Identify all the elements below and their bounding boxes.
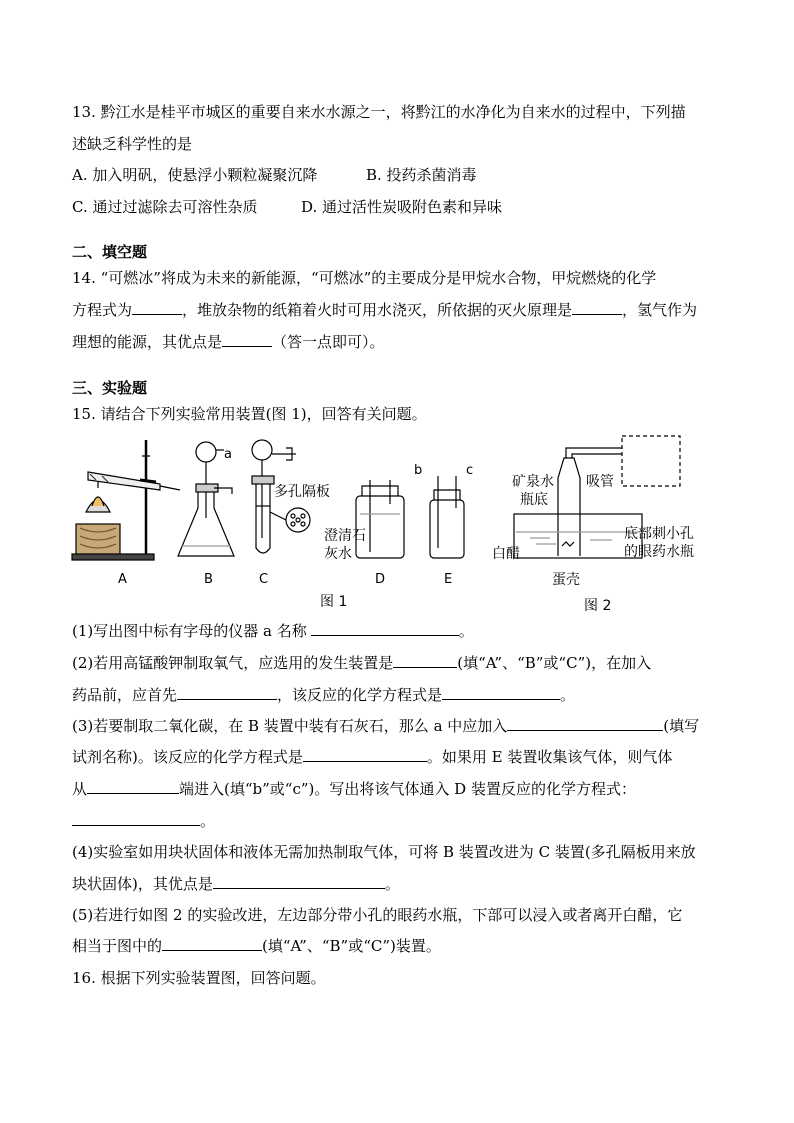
q15-text: (填“A”、“B”或“C”)，在加入 <box>457 654 652 672</box>
q16-stem: 16. 根据下列实验装置图，回答问题。 <box>72 969 326 987</box>
label-apparatus-b: B <box>204 572 213 587</box>
q15-text: (1)写出图中标有字母的仪器 a 名称 <box>72 622 307 640</box>
q15-part4-line2 <box>72 874 400 894</box>
q15-text: 药品前，应首先 <box>72 686 178 704</box>
q15-text: 从 <box>72 780 88 798</box>
apparatus-figure <box>0 428 794 620</box>
label-apparatus-a: A <box>118 572 127 587</box>
q15-part1 <box>72 621 474 641</box>
q13-options-row2 <box>72 197 502 217</box>
q15-text: (填“A”、“B”或“C”)装置。 <box>262 937 441 955</box>
q15-text: 。如果用 E 装置收集该气体，则气体 <box>426 748 673 766</box>
apparatus-a-heating <box>72 440 180 587</box>
q15-part2-line2 <box>72 685 575 705</box>
q15-part3-line2 <box>72 747 672 767</box>
apparatus-c-porous <box>252 440 330 587</box>
q15-text: 端进入(填“b”或“c”)。写出将该气体通入 D 装置反应的化学方程式： <box>179 780 636 798</box>
q15-blank-limewater-equation[interactable] <box>72 811 200 826</box>
label-b: b <box>414 463 423 478</box>
figure-2-caption: 图 2 <box>584 598 612 614</box>
label-limewater-1: 澄清石 <box>324 528 366 544</box>
q14-line3 <box>72 332 385 352</box>
q15-text: 相当于图中的 <box>72 937 163 955</box>
label-apparatus-e: E <box>444 572 453 587</box>
apparatus-b-flask <box>178 442 234 587</box>
q15-part5-line1: (5)若进行如图 2 的实验改进，左边部分带小孔的眼药水瓶，下部可以浸入或者离开白醋，它 <box>72 906 683 924</box>
q15-text: 。 <box>384 875 400 893</box>
q14-line1: 14. “可燃冰”将成为未来的新能源，“可燃冰”的主要成分是甲烷水合物，甲烷燃烧的化学 <box>72 269 657 287</box>
label-eyedrop-2: 的眼药水瓶 <box>624 544 694 560</box>
q15-blank-o2-equation[interactable] <box>442 685 560 700</box>
q14-blank-equation[interactable] <box>132 300 182 315</box>
q15-text: ，该反应的化学方程式是 <box>277 686 443 704</box>
q15-blank-generator[interactable] <box>393 653 457 668</box>
label-c: c <box>466 463 474 478</box>
q15-blank-inlet[interactable] <box>87 779 179 794</box>
q14-blank-advantage[interactable] <box>222 332 272 347</box>
label-bottle-bottom-2: 瓶底 <box>520 492 548 508</box>
q13-option-b: B. 投药杀菌消毒 <box>366 166 477 184</box>
figure-2-improved-apparatus <box>492 436 694 614</box>
q14-text: 方程式为 <box>72 301 133 319</box>
q15-part4-line1: (4)实验室如用块状固体和液体无需加热制取气体，可将 B 装置改进为 C 装置(多孔隔板用来放 <box>72 843 696 861</box>
label-porous-plate: 多孔隔板 <box>274 484 330 500</box>
label-suction-tube: 吸管 <box>586 474 614 490</box>
q15-text: (3)若要制取二氧化碳，在 B 装置中装有石灰石，那么 a 中应加入 <box>72 717 508 735</box>
apparatus-d-washbottle <box>324 480 404 587</box>
q15-intro: 15. 请结合下列实验常用装置(图 1)，回答有关问题。 <box>72 405 427 423</box>
q15-blank-first-step[interactable] <box>177 685 277 700</box>
q15-text: 试剂名称)。该反应的化学方程式是 <box>72 748 303 766</box>
label-limewater-2: 灰水 <box>324 546 352 562</box>
q13-stem-line1: 13. 黔江水是桂平市城区的重要自来水水源之一，将黔江的水净化为自来水的过程中，下列描 <box>72 103 686 121</box>
label-eggshell: 蛋壳 <box>552 572 580 588</box>
q15-part5-line2 <box>72 936 441 956</box>
apparatus-e-collection <box>414 463 473 587</box>
label-apparatus-d: D <box>375 572 386 587</box>
q15-part3-line3 <box>72 779 636 799</box>
label-eyedrop-1: 底部刺小孔 <box>624 526 694 542</box>
q15-text: 。 <box>560 686 576 704</box>
q14-text: ，堆放杂物的纸箱着火时可用水浇灭，所依据的灭火原理是 <box>182 301 573 319</box>
q15-blank-equivalent[interactable] <box>162 936 262 951</box>
q13-option-a: A. 加入明矾，使悬浮小颗粒凝聚沉降 <box>72 166 318 184</box>
q13-option-d: D. 通过活性炭吸附色素和异味 <box>301 198 503 216</box>
section-experiment-title: 三、实验题 <box>72 379 148 397</box>
q15-part3-line1 <box>72 716 699 736</box>
q14-text: ，氢气作为 <box>622 301 698 319</box>
label-apparatus-c: C <box>259 572 269 587</box>
q15-blank-reagent[interactable] <box>507 716 663 731</box>
section-fill-in-title: 二、填空题 <box>72 243 148 261</box>
q14-text: 理想的能源，其优点是 <box>72 333 223 351</box>
q15-text: (填写 <box>663 717 700 735</box>
q15-text: 。 <box>200 812 216 830</box>
q14-blank-principle[interactable] <box>572 300 622 315</box>
q15-text: 块状固体)，其优点是 <box>72 875 213 893</box>
label-a: a <box>224 447 232 462</box>
q15-part2-line1 <box>72 653 651 673</box>
figure-1-caption: 图 1 <box>320 594 348 610</box>
q15-text: (2)若用高锰酸钾制取氧气，应选用的发生装置是 <box>72 654 394 672</box>
q13-options-row1 <box>72 165 477 185</box>
q15-blank-advantage[interactable] <box>213 874 385 889</box>
q15-blank-co2-equation[interactable] <box>303 747 427 762</box>
q14-text: （答一点即可）。 <box>272 333 385 351</box>
q13-option-c: C. 通过过滤除去可溶性杂质 <box>72 198 258 216</box>
q13-stem-line2: 述缺乏科学性的是 <box>72 135 193 153</box>
label-bottle-bottom-1: 矿泉水 <box>512 474 554 490</box>
q15-blank-instrument-a[interactable] <box>311 621 459 636</box>
q15-part3-line4 <box>72 811 215 831</box>
q15-text: 。 <box>458 622 474 640</box>
q14-line2 <box>72 300 697 320</box>
label-vinegar: 白醋 <box>492 546 520 562</box>
